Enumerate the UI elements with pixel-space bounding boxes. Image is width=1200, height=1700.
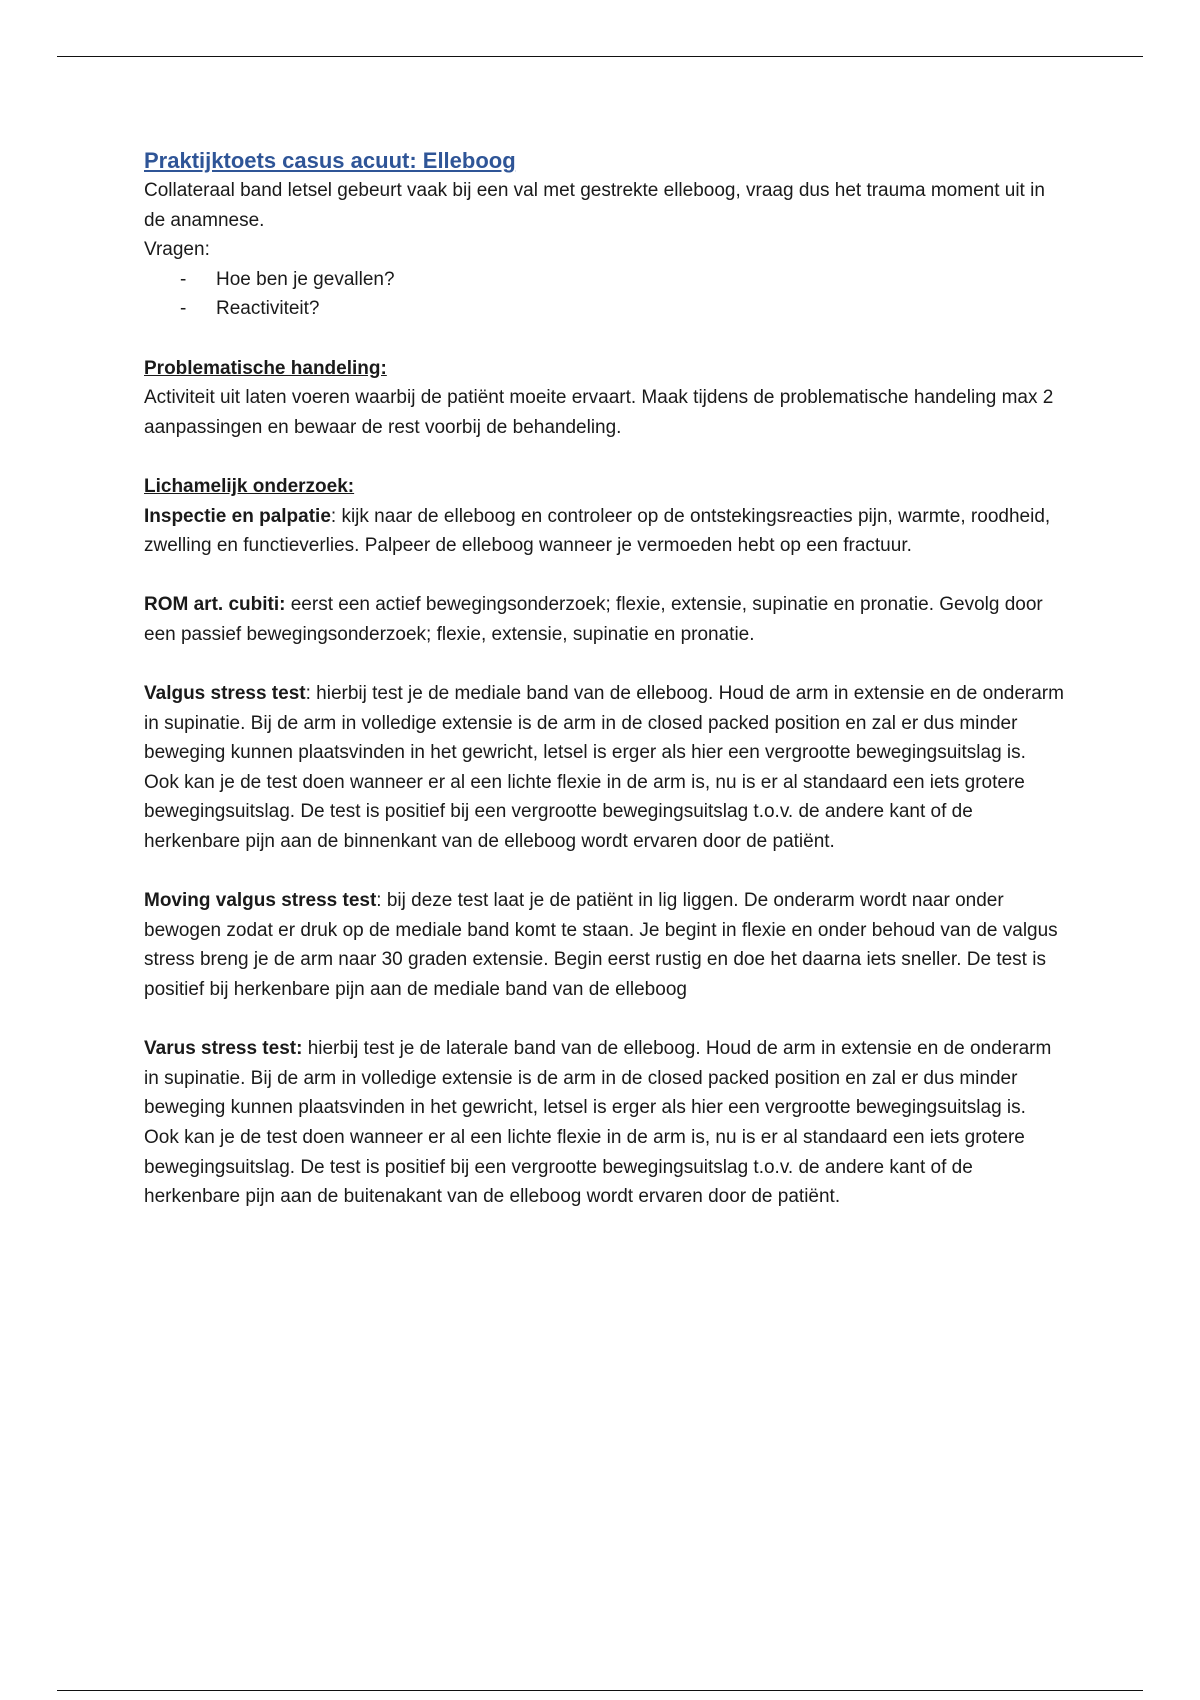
dash-bullet: -	[180, 268, 187, 290]
header-rule	[57, 56, 1143, 57]
inspection-label: Inspectie en palpatie	[144, 505, 331, 527]
document-body	[144, 146, 1064, 1212]
rom-paragraph	[144, 590, 1064, 649]
problematic-heading: Problematische handeling:	[144, 357, 387, 379]
problematic-paragraph: Activiteit uit laten voeren waarbij de patiënt moeite ervaart. Maak tijdens de problematische handeling max 2 aanpassingen en bewaar de rest voorbij de behandeling.	[144, 387, 1054, 438]
inspection-paragraph	[144, 502, 1064, 561]
page-title: Praktijktoets casus acuut: Elleboog	[144, 148, 516, 173]
valgus-label: Valgus stress test	[144, 683, 306, 705]
questions-list	[144, 265, 1064, 324]
valgus-text: : hierbij test je de mediale band van de elleboog. Houd de arm in extensie en de onderarm in supinatie. Bij de arm in volledige extensie is de arm in de closed packed position en zal er dus minder beweging kunnen plaatsvinden in het gewricht, letsel is erger als hier een vergrootte bewegingsuitslag is. Ook kan je de test doen wanneer er al een lichte flexie in de arm is, nu is er al standaard een iets grotere bewegingsuitslag. De test is positief bij een vergrootte bewegingsuitslag t.o.v. de andere kant of de herkenbare pijn aan de binnenkant van de elleboog wordt ervaren door de patiënt.	[144, 683, 1064, 853]
valgus-paragraph	[144, 679, 1064, 857]
moving-valgus-text: : bij deze test laat je de patiënt in lig liggen. De onderarm wordt naar onder bewogen zodat er druk op de mediale band komt te staan. Je begint in flexie en onder behoud van de valgus stress breng je de arm naar 30 graden extensie. Begin eerst rustig en doe het daarna iets sneller. De test is positief bij herkenbare pijn aan de mediale band van de elleboog	[144, 890, 1058, 1001]
moving-valgus-paragraph	[144, 886, 1064, 1004]
moving-valgus-label: Moving valgus stress test	[144, 890, 377, 912]
footer-rule	[57, 1690, 1143, 1691]
intro-paragraph: Collateraal band letsel gebeurt vaak bij een val met gestrekte elleboog, vraag dus het trauma moment uit in de anamnese.	[144, 180, 1045, 231]
question-text: Reactiviteit?	[216, 298, 320, 320]
rom-text: eerst een actief bewegingsonderzoek; flexie, extensie, supinatie en pronatie. Gevolg door een passief bewegingsonderzoek; flexie, extensie, supinatie en pronatie.	[144, 594, 1043, 645]
dash-bullet: -	[180, 298, 187, 320]
rom-label: ROM art. cubiti:	[144, 594, 286, 616]
list-item	[144, 265, 1064, 295]
exam-heading: Lichamelijk onderzoek:	[144, 475, 355, 497]
varus-paragraph	[144, 1034, 1064, 1212]
question-text: Hoe ben je gevallen?	[216, 268, 395, 290]
varus-label: Varus stress test:	[144, 1038, 303, 1060]
varus-text: hierbij test je de laterale band van de elleboog. Houd de arm in extensie en de onderarm in supinatie. Bij de arm in volledige extensie is de arm in de closed packed position en zal er dus minder beweging kunnen plaatsvinden in het gewricht, letsel is erger als hier een vergrootte bewegingsuitslag is. Ook kan je de test doen wanneer er al een lichte flexie in de arm is, nu is er al standaard een iets grotere bewegingsuitslag. De test is positief bij een vergrootte bewegingsuitslag t.o.v. de andere kant of de herkenbare pijn aan de buitenakant van de elleboog wordt ervaren door de patiënt.	[144, 1038, 1052, 1208]
questions-label: Vragen:	[144, 239, 210, 261]
inspection-text: : kijk naar de elleboog en controleer op de ontstekingsreacties pijn, warmte, roodheid, zwelling en functieverlies. Palpeer de elleboog wanneer je vermoeden hebt op een fractuur.	[144, 505, 1051, 557]
list-item	[144, 294, 1064, 324]
